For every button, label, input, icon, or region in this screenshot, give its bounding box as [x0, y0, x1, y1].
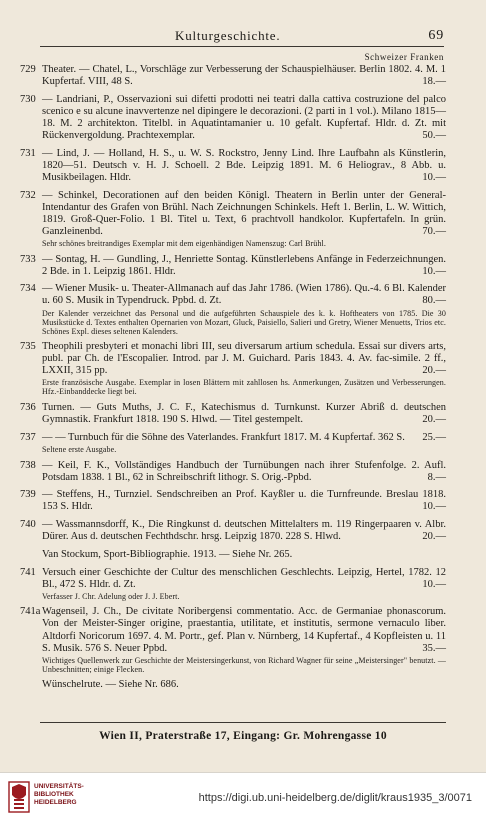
entry-price: 10.— — [422, 265, 446, 277]
entry-text-block — [42, 341, 446, 377]
entry-text-block — [42, 94, 446, 142]
catalog-entry — [20, 254, 446, 278]
entry-price: 20.— — [422, 531, 446, 543]
entry-description: Wagenseil, J. Ch., De civitate Noribergensi commentatio. Acc. de Germaniae phonascorum. Von der Meister-Singer origine, praestantia, utilitate, et institutis, sermone vernaculo liber. Altdorfi Noricorum 1697. 4. M. Portr., gef. Plan v. Nürnberg, 14 Kupfertaf., 4 Kopfleisten u. 11 S. Musik. 576 S. Neuer Ppbd. — [42, 606, 446, 654]
library-name-line: BIBLIOTHEK — [34, 791, 74, 798]
entry-number: 732 — [20, 189, 36, 201]
catalog-entry — [20, 549, 446, 561]
entry-number: 741a — [20, 606, 41, 618]
entry-number: 741 — [20, 566, 36, 578]
entry-text-block — [42, 402, 446, 426]
entry-note: Seltene erste Ausgabe. — [42, 444, 117, 454]
entry-number: 734 — [20, 283, 36, 295]
entry-text-block — [42, 679, 446, 691]
entry-number: 739 — [20, 489, 36, 501]
running-header — [40, 28, 444, 47]
entry-description: Versuch einer Geschichte der Cultur des menschlichen Geschlechts. Leipzig, Hertel, 1782. 12 Bl., 472 S. Hldr. d. Zt. — [42, 566, 446, 590]
entry-description: — Keil, F. K., Vollständiges Handbuch der Turnübungen nach ihrer Stufenfolge. 2. Aufl. Potsdam 1838. 1 Bl., 62 in Schreibschrift lithogr. S. Orig.-Ppbd. — [42, 459, 446, 483]
catalog-entry — [20, 519, 446, 543]
entry-text-block — [42, 190, 446, 238]
entry-price: 70.— — [422, 225, 446, 237]
entry-number: 737 — [20, 431, 36, 443]
entry-description: — Schinkel, Decorationen auf den beiden Königl. Theatern in Berlin unter der General-Intendantur des Grafen von Brühl. Nach Zeichnungen Schinkels. Heft 1. Berlin, L. W. Wittich, 1819. Groß-Quer-Folio. 1 Bl. Titel u. Text, 6 prachtvoll handkolor. Kupfertafeln. In grün. Ganzleinenbd. — [42, 189, 446, 237]
entry-text-block — [42, 460, 446, 484]
entry-text-block — [42, 432, 446, 444]
catalog-entry — [20, 64, 446, 88]
entry-price: 20.— — [422, 414, 446, 426]
entry-number: 730 — [20, 93, 36, 105]
catalog-entry — [20, 94, 446, 142]
entry-description: — — Turnbuch für die Söhne des Vaterlandes. Frankfurt 1817. M. 4 Kupfertaf. 362 S. — [42, 431, 405, 443]
viewer-footer-bar — [0, 772, 486, 827]
entry-price: 50.— — [422, 130, 446, 142]
entry-number: 740 — [20, 519, 36, 531]
entry-description: Theophili presbyteri et monachi libri III, seu diversarum artium schedula. Essai sur divers arts, publ. par Ch. de l'Escopalier. Introd. par J. M. Guichard. Paris 1843. 4. Av. fac-simile. 2 ff., LXXII, 315 pp. — [42, 341, 446, 377]
entry-note: Sehr schönes breitrandiges Exemplar mit dem eigenhändigen Namenszug: Carl Brühl. — [42, 239, 326, 248]
entry-description: — Wiener Musik- u. Theater-Allmanach auf das Jahr 1786. (Wien 1786). Qu.-4. 6 Bl. Kalender u. 60 S. Musik in Typendruck. Ppbd. d. Zt. — [42, 283, 446, 307]
catalog-entries — [20, 64, 446, 697]
currency-label: Schweizer Franken — [364, 52, 444, 62]
entry-price: 25.— — [422, 431, 446, 443]
catalog-entry — [20, 148, 446, 184]
catalog-entry — [20, 341, 446, 396]
permalink-url[interactable]: https://digi.ub.uni-heidelberg.de/diglit/kraus1935_3/0071 — [198, 792, 472, 804]
entry-price: 35.— — [422, 642, 446, 654]
entry-note: Der Kalender verzeichnet das Personal und die aufgeführten Schauspiele des k. k. Hoftheaters von 1785. Die 30 Musikstücke d. Textes enthalten Opernarien von Mozart, Gluck, Paisiello, Salieri und Gretry, Wiener Menuetts, Trios etc. Schönes Expl. dieses seltenen Kalenders. — [42, 308, 446, 336]
entry-note: Verfasser J. Chr. Adelung oder J. J. Ebert. — [42, 591, 180, 601]
catalog-entry — [20, 489, 446, 513]
entry-price: 20.— — [422, 365, 446, 377]
entry-number: 735 — [20, 341, 36, 353]
heidelberg-seal-icon[interactable] — [8, 781, 30, 813]
catalog-entry — [20, 567, 446, 601]
entry-text-block — [42, 148, 446, 184]
entry-number: 729 — [20, 64, 36, 75]
entry-text-block — [42, 283, 446, 307]
footer-divider — [40, 722, 446, 723]
entry-price: 10.— — [422, 171, 446, 183]
catalog-entry — [20, 283, 446, 335]
entry-price: 10.— — [422, 501, 446, 513]
entry-price: 10.— — [422, 578, 446, 590]
entry-description: — Lind, J. — Holland, H. S., u. W. S. Rockstro, Jenny Lind. Ihre Laufbahn als Künstlerin, 1820—51. Deutsch v. H. J. Schoell. 2 Bde. Leipzig 1891. M. 6 Heliograv., 8 Abb. u. Musikbeilagen. Hldr. — [42, 147, 446, 183]
entry-text-block — [42, 519, 446, 543]
entry-description: Theater. — Chatel, L., Vorschläge zur Verbesserung der Schauspielhäuser. Berlin 1802. 4. M. 1 Kupfertaf. VIII, 48 S. — [42, 64, 446, 88]
catalog-entry — [20, 679, 446, 691]
catalog-entry — [20, 460, 446, 484]
entry-price: 18.— — [422, 76, 446, 88]
entry-price: 80.— — [422, 295, 446, 307]
page-title: Kulturgeschichte. — [175, 28, 281, 43]
entry-note: Wichtiges Quellenwerk zur Geschichte der Meistersingerkunst, von Richard Wagner für seine „Meistersinger" benutzt. — Unbeschnitten; einige Flecken. — [42, 655, 446, 674]
entry-text-block — [42, 567, 446, 591]
catalog-entry — [20, 432, 446, 454]
library-name[interactable] — [34, 783, 84, 807]
entry-description: — Sontag, H. — Gundling, J., Henriette Sontag. Künstlerlebens Anfänge in Federzeichnungen. 2 Bde. in 1. Leipzig 1861. Hldr. — [42, 253, 446, 277]
entry-text-block — [42, 64, 446, 88]
entry-number: 738 — [20, 459, 36, 471]
footer-address: Wien II, Praterstraße 17, Eingang: Gr. Mohrengasse 10 — [99, 730, 387, 742]
catalog-entry — [20, 402, 446, 426]
entry-note: Erste französische Ausgabe. Exemplar in losen Blättern mit zahllosen hs. Anmerkungen, Zusätzen und Verbesserungen. Hfz.-Einbanddecke liegt bei. — [42, 378, 446, 397]
entry-text-block — [42, 606, 446, 654]
entry-text-block — [42, 549, 446, 561]
entry-description: — Landriani, P., Osservazioni sui difetti prodotti nei teatri dalla cattiva costruzione del palco scenico e su alcune inavvertenze nel dipingere le decorazioni. (2 parti in 1 vol.). Milano 1815—18. M. 2 architekton. Titelbl. in Aquatintamanier u. 10 gefalt. Kupfertaf. Hldr. d. Zt. mit Rückenvergoldung. Prachtexemplar. — [42, 93, 446, 142]
entry-price: 8.— — [427, 471, 446, 483]
entry-description: Wünschelrute. — Siehe Nr. 686. — [42, 679, 179, 691]
catalog-entry — [20, 606, 446, 673]
page-number: 69 — [428, 28, 444, 43]
catalog-entry — [20, 190, 446, 248]
entry-description: — Steffens, H., Turnziel. Sendschreiben an Prof. Kayßler u. die Turnfreunde. Breslau 1818. 153 S. Hldr. — [42, 489, 446, 513]
library-name-line: UNIVERSITÄTS- — [34, 783, 84, 790]
entry-description: Van Stockum, Sport-Bibliographie. 1913. — Siehe Nr. 265. — [42, 548, 293, 560]
entry-text-block — [42, 489, 446, 513]
entry-text-block — [42, 254, 446, 278]
entry-number: 733 — [20, 253, 36, 265]
entry-description: Turnen. — Guts Muths, J. C. F., Katechismus d. Turnkunst. Kurzer Abriß d. deutschen Gymnastik. Frankfurt 1818. 190 S. Hlwd. — Titel gestempelt. — [42, 402, 446, 426]
entry-description: — Wassmannsdorff, K., Die Ringkunst d. deutschen Mittelalters m. 119 Ringerpaaren v. Albr. Dürer. Aus d. deutschen Fechthdschr. hrsg. Leipzig 1870. 228 S. Hlwd. — [42, 519, 446, 543]
entry-number: 731 — [20, 147, 36, 159]
library-name-line: HEIDELBERG — [34, 799, 77, 806]
entry-number: 736 — [20, 402, 36, 414]
